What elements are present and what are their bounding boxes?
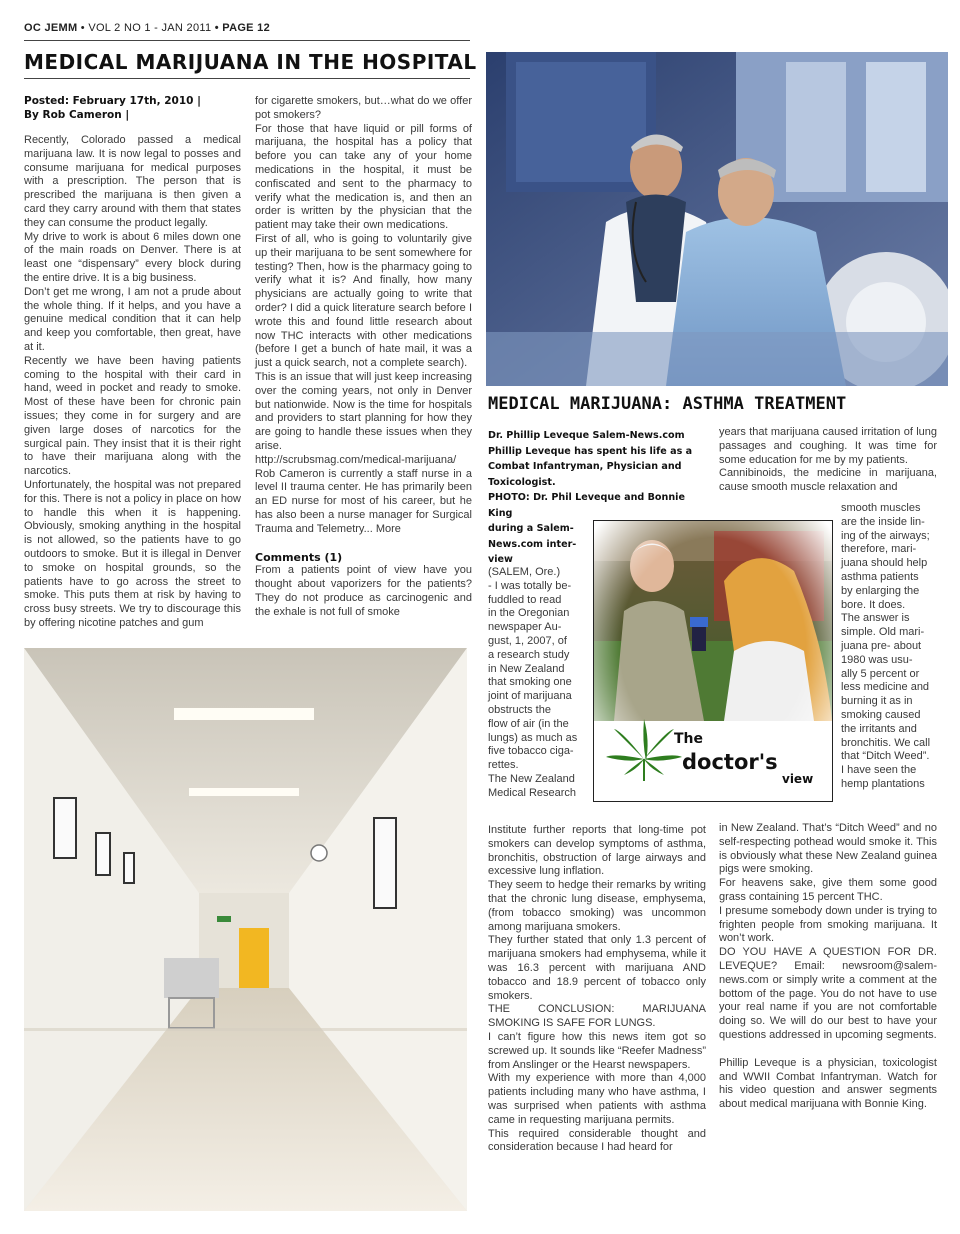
article1-column-1 [24, 94, 241, 631]
photo-credit: PHOTO: Dr. Phil Leveque and Bonnie King [488, 492, 685, 519]
text-line: asthma patients [841, 570, 919, 583]
logo-the: The [674, 731, 704, 747]
text-line: newspaper Au- [488, 621, 562, 634]
text-line: - I was totally be- [488, 579, 572, 592]
paragraph: For those that have liquid or pill forms of marijuana, the hospital has a policy that before you can take any of your home medications in the hospital, it must be confiscated and sent to the pharmacy to verify what the medication is, and then an order is written by the physician that the patient may take their own medications. [255, 122, 472, 232]
paragraph: Phillip Leveque is a physician, toxicologist and WWII Combat Infantryman. Watch for his video question and answer segments about medical marijuana with Bonnie King. [719, 1056, 937, 1111]
paragraph: I presume somebody down under is trying to frighten people from smoking marijuana. It won’t work. [719, 904, 937, 945]
article2-author: Dr. Phillip Leveque Salem-News.com Phillip Leveque has spent his life as a Combat Infantryman, Physician and Toxicologist. [488, 430, 693, 488]
text-line: lungs) as much as [488, 731, 578, 744]
article2-right-narrow-column [841, 502, 937, 792]
text-line: therefore, mari- [841, 543, 917, 556]
article1-column-2 [255, 95, 472, 619]
text-line: The New Zealand [488, 772, 575, 785]
article2-narrow-column [488, 566, 580, 801]
photo-credit-cont: during a Salem- [488, 523, 574, 534]
source-link[interactable]: http://scrubsmag.com/medical-marijuana/ [255, 453, 457, 466]
paragraph: THE CONCLUSION: MARIJUANA SMOKING IS SAFE FOR LUNGS. [488, 1003, 706, 1030]
text-line: in New Zealand [488, 662, 565, 675]
paragraph: DO YOU HAVE A QUESTION FOR DR. LEVEQUE? Email: newsroom@salem-news.com or simply write a comment at the bottom of the page. You do not have to use your real name if you are not comfortable doing so. We will do our best to have your questions addressed in upcoming segments. [719, 946, 937, 1041]
paragraph: Institute further reports that long-time pot smokers can develop symptoms of asthma, bronchitis, obstruction of large airways and excessive lung inflation. [488, 824, 706, 878]
paragraph: This required considerable thought and consideration because I had heard for [488, 1127, 706, 1154]
text-line: ing of the airways; [841, 529, 930, 542]
text-line: ally 5 percent or [841, 667, 920, 680]
paragraph: My drive to work is about 6 miles down one of the main roads on Denver. There is at least one “dispensary” every block during the entire drive. It is a big business. [24, 230, 241, 284]
text-line: juana should help [841, 557, 928, 570]
article2-column-b-bottom [719, 822, 937, 1112]
posted-date: Posted: February 17th, 2010 | [24, 95, 201, 107]
text-line: juana pre- about [841, 639, 922, 652]
comments-heading: Comments (1) [255, 550, 343, 564]
author-bio: Rob Cameron is currently a staff nurse in a level II trauma center. He has primarily been an ED nurse for most of his career, but he has also been a nurse manager for Surgical Trauma and Telemetry... More [255, 467, 472, 535]
photo-credit-cont: view [488, 554, 513, 565]
text-line: rettes. [488, 759, 519, 772]
logo-doctors: doctor's [682, 750, 778, 774]
header-rule [24, 40, 470, 41]
author: By Rob Cameron | [24, 109, 130, 121]
text-line: gust, 1, 2007, of [488, 634, 567, 647]
article1-title: MEDICAL MARIJUANA IN THE HOSPITAL [24, 50, 477, 74]
photo-credit-cont: News.com inter- [488, 538, 577, 550]
text-line: by enlarging the [841, 584, 920, 597]
text-line: I have seen the [841, 764, 917, 777]
text-line: smooth muscles [841, 502, 921, 514]
article2-column-a [488, 824, 706, 1155]
text-line: are the inside lin- [841, 515, 925, 528]
text-line: a research study [488, 648, 570, 661]
doctors-photo [486, 52, 948, 386]
text-line: obstructs the [488, 703, 551, 716]
text-line: hemp plantations [841, 777, 925, 790]
interview-photo [593, 520, 833, 802]
paragraph: Recently we have been having patients coming to the hospital with their card in hand, weed in pocket and ready to smoke. Most of these have been for chronic pain issues; they come in for surgery and are given large doses of narcotics for the surgical pain. They insist that it is their right to have their marijuana along with the narcotics. [24, 354, 241, 478]
text-line: The answer is [841, 612, 910, 625]
hospital-corridor-photo [24, 648, 467, 1211]
paragraph: in New Zealand. That’s “Ditch Weed” and no self-respecting pothead would smoke it. This is obviously what these New Zealand guinea pigs were smoking. [719, 822, 937, 876]
paragraph: With my experience with more than 4,000 patients including many who have asthma, I was surprised when patients with asthma came in requesting marijuana permits. [488, 1072, 706, 1126]
paragraph: They further stated that only 1.3 percent of marijuana smokers had emphysema, while it was 16.3 percent with marijuana AND tobacco and 18.9 percent of tobacco only smokers. [488, 934, 706, 1002]
paragraph: For heavens sake, give them some good grass containing 15 percent THC. [719, 877, 937, 903]
text-line: flow of air (in the [488, 717, 569, 730]
text-line: smoking caused [841, 708, 921, 721]
text-line: bore. It does. [841, 598, 906, 611]
comment-text: From a patients point of view have you thought about vaporizers for the patients? They do not produce as carcinogenic and the exhale is not full of smoke [255, 564, 472, 618]
paragraph: I can’t figure how this news item got so screwed up. It sounds like “Reefer Madness” from Anslinger or the Hearst newspapers. [488, 1030, 706, 1071]
byline [24, 94, 241, 122]
text-line: simple. Old mari- [841, 626, 925, 639]
text-line: bronchitis. We call [841, 736, 931, 749]
paragraph: Don’t get me wrong, I am not a prude about the whole thing. If it helps, and you have a genuine medical condition that it can help and keep you comfortable, then great, have at it. [24, 285, 241, 353]
paragraph: First of all, who is going to voluntarily give up their marijuana to be sent somewhere for testing? Then, how is the pharmacy going to verify what it is? And finally, how many physicians are actually going to write that order? I did a quick literature search before I wrote this and found little research about now THC interacts with other medications (before I get a bunch of hate mail, it was a just a quick search, not a complete search). [255, 232, 472, 370]
page-number: PAGE 12 [222, 22, 271, 34]
text-line: 1980 was usu- [841, 653, 913, 666]
text-line: Medical Research [488, 786, 577, 799]
text-line: (SALEM, Ore.) [488, 566, 561, 578]
spacer [719, 1043, 937, 1057]
volume-info: VOL 2 NO 1 - JAN 2011 [88, 22, 212, 34]
text-line: less medicine and [841, 681, 930, 694]
paragraph: Unfortunately, the hospital was not prepared for this. There is not a policy in place on how to handle this when it is happening. Obviously, smoking anything in the hospital is not allowed, so the patients have to go outdoors to smoke. But it is illegal in Denver to smoke on hospital grounds, so the patients have to go across the street to smoke. This puts them at risk by having to cross busy streets. We try to discourage this by offering nicotine patches and gum [24, 478, 241, 629]
paragraph: They seem to hedge their remarks by writing that the chronic lung disease, emphysema, (from tobacco smoking) was uncommon among marijuana smokers. [488, 879, 706, 933]
title-rule [24, 78, 470, 79]
text-line: five tobacco ciga- [488, 745, 574, 758]
text-line: burning it as in [841, 695, 913, 708]
paragraph: years that marijuana caused irritation of lung passages and coughing. It was time for some education for me by my patients. [719, 426, 937, 466]
text-line: the irritants and [841, 722, 917, 735]
paragraph: for cigarette smokers, but…what do we offer pot smokers? [255, 95, 472, 121]
text-line: that “Ditch Weed”. [841, 750, 930, 763]
logo-view: view [782, 772, 814, 786]
text-line: that smoking one [488, 676, 572, 689]
paragraph: This is an issue that will just keep increasing over the coming years, not only in Denver but nationwide. Now is the time for hospitals and providers to start planning for how they are going to handle these issues when they arise. [255, 370, 472, 452]
text-line: joint of marijuana [488, 690, 572, 703]
paragraph: Recently, Colorado passed a medical marijuana law. It is now legal to posses and consume marijuana for medical purposes with a prescription. The person that is prescribed the marijuana is then given a card they carry around with them that states they can consume the product legally. [24, 134, 241, 229]
page-header: OC JEMM • VOL 2 NO 1 - JAN 2011 • PAGE 12 [24, 22, 271, 34]
text-line: fuddled to read [488, 593, 562, 606]
paragraph: Cannibinoids, the medicine in marijuana, cause smooth muscle relaxation and [719, 467, 937, 494]
publication-name: OC JEMM [24, 22, 78, 34]
text-line: in the Oregonian [488, 607, 570, 620]
article2-title: MEDICAL MARIJUANA: ASTHMA TREATMENT [488, 394, 847, 414]
article2-column-b-top [719, 426, 937, 495]
